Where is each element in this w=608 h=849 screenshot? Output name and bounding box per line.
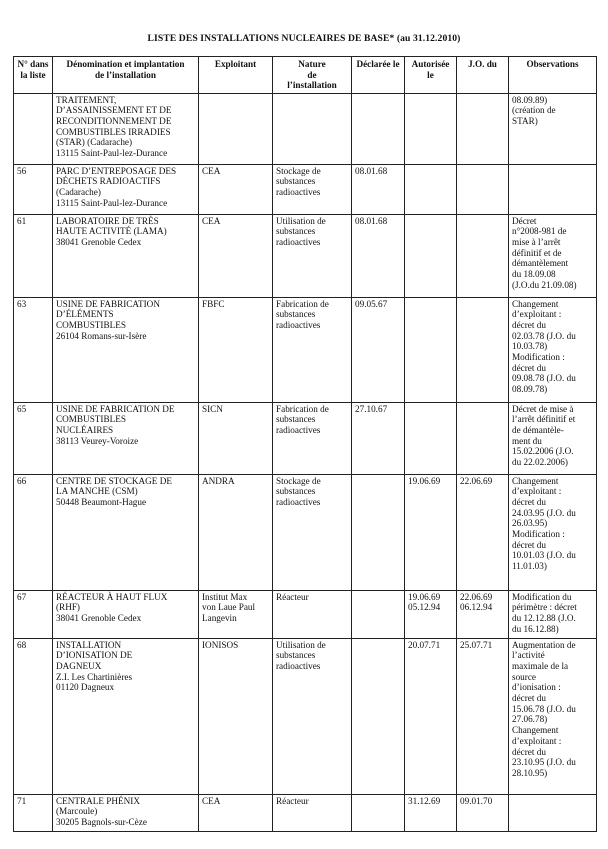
cell-observations bbox=[509, 638, 597, 794]
cell-exploitant bbox=[199, 638, 273, 794]
cell-line: Augmentation de bbox=[512, 639, 576, 650]
cell-line: CENTRE DE STOCKAGE DE bbox=[56, 475, 172, 486]
cell-nature bbox=[273, 590, 352, 638]
cell-line: 01120 Dagneux bbox=[56, 682, 115, 693]
cell-num bbox=[14, 164, 53, 214]
cell-autorisee bbox=[405, 638, 457, 794]
cell-line: Fabrication de bbox=[276, 298, 329, 309]
cell-line: 08.01.68 bbox=[355, 165, 388, 176]
cell-line: IONISOS bbox=[202, 639, 239, 650]
cell-line: radioactives bbox=[276, 186, 321, 197]
cell-line: 15.02.2006 (J.O. bbox=[512, 446, 574, 457]
cell-num bbox=[14, 590, 53, 638]
cell-line: du 12.12.88 (J.O. bbox=[512, 612, 576, 623]
cell-line: radioactives bbox=[276, 424, 321, 435]
cell-line: 61 bbox=[17, 215, 27, 226]
cell-line: du 22.02.2006) bbox=[512, 457, 568, 468]
cell-line: HAUTE ACTIVITÉ (LAMA) bbox=[56, 226, 167, 237]
cell-line: l’activité bbox=[512, 650, 545, 661]
cell-line: 28.10.95) bbox=[512, 767, 548, 778]
cell-line: décret du bbox=[512, 362, 546, 373]
cell-line: Institut Max bbox=[202, 591, 248, 602]
col-header-name bbox=[53, 57, 199, 94]
cell-line: substances bbox=[276, 486, 316, 497]
cell-line: n°2008-981 de bbox=[512, 226, 567, 237]
cell-line: 65 bbox=[17, 403, 27, 414]
cell-line: 38113 Veurey-Voroize bbox=[56, 435, 139, 446]
table-row bbox=[14, 474, 597, 590]
cell-line: Stockage de bbox=[276, 165, 321, 176]
col-header-nature bbox=[273, 57, 352, 94]
cell-jo bbox=[457, 214, 509, 297]
cell-autorisee bbox=[405, 402, 457, 474]
cell-nature bbox=[273, 638, 352, 794]
cell-line: 22.06.69 bbox=[460, 475, 493, 486]
cell-line: Décret de mise à bbox=[512, 403, 574, 414]
cell-observations bbox=[509, 402, 597, 474]
cell-line: 09.01.70 bbox=[460, 795, 493, 806]
cell-line: Changement bbox=[512, 475, 559, 486]
cell-line: du 18.09.08 bbox=[512, 269, 556, 280]
cell-observations bbox=[509, 590, 597, 638]
cell-line: (création de bbox=[512, 105, 556, 116]
table-row bbox=[14, 164, 597, 214]
cell-line: 09.08.78 (J.O. du bbox=[512, 373, 576, 384]
cell-line: substances bbox=[276, 414, 316, 425]
header-line: Autorisée bbox=[411, 59, 450, 69]
cell-line: 30205 Bagnols-sur-Cèze bbox=[56, 816, 147, 827]
cell-line: décret du bbox=[512, 693, 546, 704]
cell-name bbox=[53, 794, 199, 831]
cell-autorisee bbox=[405, 164, 457, 214]
cell-exploitant bbox=[199, 214, 273, 297]
cell-exploitant bbox=[199, 590, 273, 638]
cell-name bbox=[53, 474, 199, 590]
cell-line: INSTALLATION bbox=[56, 639, 122, 650]
table-row bbox=[14, 638, 597, 794]
table-row bbox=[14, 402, 597, 474]
cell-line: 56 bbox=[17, 165, 27, 176]
cell-line: (Marcoule) bbox=[56, 806, 98, 817]
header-line: la liste bbox=[20, 69, 46, 80]
cell-autorisee bbox=[405, 93, 457, 164]
cell-name bbox=[53, 297, 199, 402]
cell-observations bbox=[509, 214, 597, 297]
cell-name bbox=[53, 93, 199, 164]
cell-line: CEA bbox=[202, 215, 221, 226]
cell-line: radioactives bbox=[276, 496, 321, 507]
cell-line: 23.10.95 (J.O. du bbox=[512, 757, 576, 768]
cell-jo bbox=[457, 297, 509, 402]
cell-line: source bbox=[512, 671, 536, 682]
cell-line: démantèlement bbox=[512, 258, 569, 269]
cell-line: Changement bbox=[512, 298, 559, 309]
header-line: Dénomination et implantation bbox=[66, 59, 185, 69]
cell-line: SICN bbox=[202, 403, 223, 414]
header-line: Observations bbox=[526, 59, 579, 69]
cell-line: D’ASSAINISSEMENT ET DE bbox=[56, 105, 172, 116]
page-title: LISTE DES INSTALLATIONS NUCLEAIRES DE BASE* (au 31.12.2010) bbox=[147, 33, 461, 44]
cell-line: LABORATOIRE DE TRÈS bbox=[56, 215, 159, 226]
cell-line: mise à l’arrêt bbox=[512, 236, 561, 247]
cell-num bbox=[14, 93, 53, 164]
cell-line: 25.07.71 bbox=[460, 639, 493, 650]
cell-name bbox=[53, 590, 199, 638]
cell-autorisee bbox=[405, 214, 457, 297]
cell-line: 50448 Beaumont-Hague bbox=[56, 496, 147, 507]
cell-line: Modification : bbox=[512, 352, 565, 363]
cell-line: Changement bbox=[512, 725, 559, 736]
cell-line: maximale de la bbox=[512, 660, 569, 671]
cell-line: Stockage de bbox=[276, 475, 321, 486]
cell-line: d’exploitant : bbox=[512, 309, 562, 320]
cell-nature bbox=[273, 214, 352, 297]
cell-line: substances bbox=[276, 176, 316, 187]
cell-line: Décret bbox=[512, 215, 537, 226]
cell-num bbox=[14, 474, 53, 590]
cell-line: décret du bbox=[512, 319, 546, 330]
table-row bbox=[14, 794, 597, 831]
cell-autorisee bbox=[405, 297, 457, 402]
cell-line: (STAR) (Cadarache) bbox=[56, 137, 133, 148]
cell-line: 19.06.69 bbox=[408, 591, 441, 602]
cell-name bbox=[53, 638, 199, 794]
cell-line: (Cadarache) bbox=[56, 186, 101, 197]
cell-line: 11.01.03) bbox=[512, 561, 547, 572]
col-header-num bbox=[14, 57, 53, 94]
cell-line: d’exploitant : bbox=[512, 486, 562, 497]
cell-nature bbox=[273, 164, 352, 214]
cell-line: Langevin bbox=[202, 612, 237, 623]
cell-line: RECONDITIONNEMENT DE bbox=[56, 115, 172, 126]
cell-line: 10.01.03 (J.O. du bbox=[512, 550, 576, 561]
cell-jo bbox=[457, 164, 509, 214]
cell-line: 08.09.89) bbox=[512, 94, 548, 105]
cell-line: substances bbox=[276, 309, 316, 320]
col-header-jo bbox=[457, 57, 509, 94]
cell-declaree bbox=[352, 794, 405, 831]
cell-line: 02.03.78 (J.O. du bbox=[512, 330, 576, 341]
header-line: N° dans bbox=[17, 59, 49, 69]
cell-line: D’ÉLÉMENTS bbox=[56, 309, 114, 320]
cell-line: USINE DE FABRICATION bbox=[56, 298, 160, 309]
col-header-observations bbox=[509, 57, 597, 94]
cell-line: NUCLÉAIRES bbox=[56, 424, 114, 435]
cell-line: d’ionisation : bbox=[512, 682, 561, 693]
cell-declaree bbox=[352, 474, 405, 590]
cell-name bbox=[53, 214, 199, 297]
cell-num bbox=[14, 214, 53, 297]
cell-line: COMBUSTIBLES IRRADIES bbox=[56, 126, 171, 137]
cell-num bbox=[14, 794, 53, 831]
cell-declaree bbox=[352, 590, 405, 638]
cell-line: TRAITEMENT, bbox=[56, 94, 117, 105]
cell-line: Réacteur bbox=[276, 591, 309, 602]
cell-line: von Laue Paul bbox=[202, 602, 256, 613]
cell-line: DAGNEUX bbox=[56, 660, 102, 671]
cell-exploitant bbox=[199, 794, 273, 831]
cell-line: ment du bbox=[512, 435, 542, 446]
cell-line: 63 bbox=[17, 298, 27, 309]
cell-line: de démantèle- bbox=[512, 424, 564, 435]
cell-line: 27.06.78) bbox=[512, 714, 548, 725]
cell-observations bbox=[509, 93, 597, 164]
cell-line: Utilisation de bbox=[276, 639, 326, 650]
cell-declaree bbox=[352, 93, 405, 164]
cell-observations bbox=[509, 164, 597, 214]
cell-line: d’exploitant : bbox=[512, 735, 562, 746]
cell-name bbox=[53, 164, 199, 214]
col-header-exploitant bbox=[199, 57, 273, 94]
cell-line: 20.07.71 bbox=[408, 639, 441, 650]
cell-line: 06.12.94 bbox=[460, 602, 493, 613]
cell-line: CEA bbox=[202, 165, 221, 176]
cell-line: 38041 Grenoble Cedex bbox=[56, 612, 142, 623]
cell-line: 13115 Saint-Paul-lez-Durance bbox=[56, 148, 168, 159]
cell-autorisee bbox=[405, 794, 457, 831]
cell-line: 66 bbox=[17, 475, 27, 486]
cell-name bbox=[53, 402, 199, 474]
cell-line: (J.O.du 21.09.08) bbox=[512, 279, 577, 290]
cell-line: radioactives bbox=[276, 319, 321, 330]
cell-line: 22.06.69 bbox=[460, 591, 493, 602]
header-line: Nature bbox=[298, 59, 326, 69]
cell-nature bbox=[273, 402, 352, 474]
cell-line: Utilisation de bbox=[276, 215, 326, 226]
cell-exploitant bbox=[199, 164, 273, 214]
cell-num bbox=[14, 402, 53, 474]
cell-declaree bbox=[352, 297, 405, 402]
cell-line: 08.09.78) bbox=[512, 384, 548, 395]
cell-line: 26104 Romans-sur-Isère bbox=[56, 330, 147, 341]
table-body bbox=[14, 93, 597, 831]
cell-line: 05.12.94 bbox=[408, 602, 441, 613]
cell-nature bbox=[273, 297, 352, 402]
cell-line: STAR) bbox=[512, 115, 538, 126]
cell-line: 38041 Grenoble Cedex bbox=[56, 236, 142, 247]
cell-declaree bbox=[352, 638, 405, 794]
cell-line: 31.12.69 bbox=[408, 795, 441, 806]
cell-line: du 16.12.88) bbox=[512, 623, 559, 634]
cell-line: 24.03.95 (J.O. du bbox=[512, 507, 576, 518]
cell-exploitant bbox=[199, 93, 273, 164]
cell-line: ANDRA bbox=[202, 475, 235, 486]
cell-line: substances bbox=[276, 226, 316, 237]
header-line: le bbox=[427, 69, 434, 80]
cell-line: 68 bbox=[17, 639, 27, 650]
table-row bbox=[14, 297, 597, 402]
cell-line: l’arrêt définitif et bbox=[512, 414, 576, 425]
cell-line: 08.01.68 bbox=[355, 215, 388, 226]
cell-exploitant bbox=[199, 402, 273, 474]
cell-declaree bbox=[352, 402, 405, 474]
cell-nature bbox=[273, 474, 352, 590]
header-line: J.O. du bbox=[468, 59, 497, 69]
cell-line: radioactives bbox=[276, 660, 321, 671]
cell-line: COMBUSTIBLES bbox=[56, 319, 126, 330]
cell-line: 71 bbox=[17, 795, 27, 806]
header-row bbox=[14, 57, 597, 94]
cell-line: décret du bbox=[512, 539, 546, 550]
cell-nature bbox=[273, 93, 352, 164]
table-row bbox=[14, 590, 597, 638]
header-line: Déclarée le bbox=[356, 59, 400, 69]
cell-autorisee bbox=[405, 590, 457, 638]
cell-line: (RHF) bbox=[56, 602, 80, 613]
header-line: Exploitant bbox=[214, 59, 257, 69]
cell-exploitant bbox=[199, 297, 273, 402]
cell-jo bbox=[457, 474, 509, 590]
cell-line: 09.05.67 bbox=[355, 298, 388, 309]
cell-line: Modification du bbox=[512, 591, 572, 602]
cell-line: CENTRALE PHÉNIX bbox=[56, 795, 140, 806]
table-row bbox=[14, 93, 597, 164]
header-line: de l’installation bbox=[94, 69, 156, 80]
cell-line: 10.03.78) bbox=[512, 341, 548, 352]
cell-line: Réacteur bbox=[276, 795, 309, 806]
cell-line: 26.03.95) bbox=[512, 518, 548, 529]
cell-jo bbox=[457, 93, 509, 164]
cell-jo bbox=[457, 638, 509, 794]
cell-line: PARC D’ENTREPOSAGE DES bbox=[56, 165, 177, 176]
cell-autorisee bbox=[405, 474, 457, 590]
cell-line: 27.10.67 bbox=[355, 403, 388, 414]
table-row bbox=[14, 214, 597, 297]
cell-line: COMBUSTIBLES bbox=[56, 414, 126, 425]
cell-jo bbox=[457, 402, 509, 474]
cell-exploitant bbox=[199, 474, 273, 590]
cell-line: 15.06.78 (J.O. du bbox=[512, 703, 576, 714]
cell-line: décret du bbox=[512, 746, 546, 757]
cell-line: Modification : bbox=[512, 529, 565, 540]
cell-line: FBFC bbox=[202, 298, 225, 309]
cell-line: DÉCHETS RADIOACTIFS bbox=[56, 176, 161, 187]
col-header-declaree bbox=[352, 57, 405, 94]
cell-observations bbox=[509, 794, 597, 831]
cell-jo bbox=[457, 590, 509, 638]
col-header-autorisee bbox=[405, 57, 457, 94]
cell-line: périmètre : décret bbox=[512, 602, 577, 613]
cell-line: définitif et de bbox=[512, 247, 562, 258]
cell-nature bbox=[273, 794, 352, 831]
cell-num bbox=[14, 297, 53, 402]
cell-line: 13115 Saint-Paul-lez-Durance bbox=[56, 197, 168, 208]
cell-observations bbox=[509, 474, 597, 590]
cell-jo bbox=[457, 794, 509, 831]
cell-line: substances bbox=[276, 650, 316, 661]
cell-line: USINE DE FABRICATION DE bbox=[56, 403, 175, 414]
cell-line: radioactives bbox=[276, 236, 321, 247]
installations-table bbox=[13, 56, 597, 832]
cell-declaree bbox=[352, 164, 405, 214]
cell-line: Z.I. Les Chartinières bbox=[56, 671, 133, 682]
cell-line: D’IONISATION DE bbox=[56, 650, 133, 661]
header-line: de bbox=[307, 69, 317, 80]
cell-num bbox=[14, 638, 53, 794]
cell-line: Fabrication de bbox=[276, 403, 329, 414]
cell-observations bbox=[509, 297, 597, 402]
header-line: l’installation bbox=[287, 80, 337, 90]
cell-line: 19.06.69 bbox=[408, 475, 441, 486]
cell-line: décret du bbox=[512, 496, 546, 507]
cell-line: RÉACTEUR À HAUT FLUX bbox=[56, 591, 168, 602]
cell-line: CEA bbox=[202, 795, 221, 806]
cell-line: LA MANCHE (CSM) bbox=[56, 486, 138, 497]
cell-declaree bbox=[352, 214, 405, 297]
cell-line: 67 bbox=[17, 591, 27, 602]
